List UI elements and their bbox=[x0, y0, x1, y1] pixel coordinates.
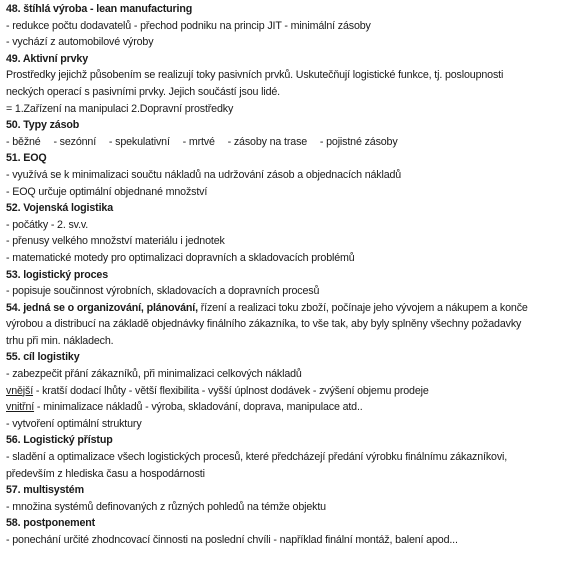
section-57-heading: 57. multisystém bbox=[6, 484, 84, 497]
stock-type-item: - běžné bbox=[6, 135, 41, 148]
section-52-line-3: - matematické motedy pro optimalizaci dopravních a skladovacích problémů bbox=[6, 251, 355, 264]
section-51-line-2: - EOQ určuje optimální objednané množství bbox=[6, 185, 208, 198]
section-56-heading: 56. Logistický přístup bbox=[6, 434, 113, 447]
section-58-line-1: - ponechání určité zhodncovací činnosti na poslední chvíli - například finální montáž, balení apod... bbox=[6, 534, 458, 546]
section-55-heading: 55. cíl logistiky bbox=[6, 351, 80, 364]
section-56-line-2: především z hlediska času a hospodárnosti bbox=[6, 467, 205, 480]
section-58-heading: 58. postponement bbox=[6, 517, 96, 530]
section-52-heading: 52. Vojenská logistika bbox=[6, 202, 113, 215]
stock-type-item: - pojistné zásoby bbox=[319, 135, 398, 148]
section-48-line-2: - vychází z automobilové výroby bbox=[6, 36, 154, 49]
section-55-internal bbox=[6, 399, 562, 416]
section-52-line-1: - počátky - 2. sv.v. bbox=[6, 218, 89, 231]
internal-text: - minimalizace nákladů - výroba, skladování, doprava, manipulace atd.. bbox=[34, 401, 363, 414]
section-52-line-2: - přenusy velkého množství materiálu i jednotek bbox=[6, 235, 225, 248]
section-50-items bbox=[6, 134, 562, 151]
section-54-heading: 54. jedná se o organizování, plánování, bbox=[6, 301, 198, 314]
section-53-line-1: - popisuje součinnost výrobních, skladovacích a dopravních procesů bbox=[6, 285, 320, 298]
stock-type-item: - mrtvé bbox=[182, 135, 215, 148]
section-53-heading: 53. logistický proces bbox=[6, 268, 108, 281]
section-57-line-1: - množina systémů definovaných z různých pohledů na témže objektu bbox=[6, 500, 326, 513]
section-49-line-3: = 1.Zařízení na manipulaci 2.Dopravní prostředky bbox=[6, 102, 234, 115]
section-54-line-2: výrobou a distribucí na základě objednávky finálního zákazníka, to vše tak, aby byly splněny všechny požadavky bbox=[6, 318, 522, 331]
stock-type-item: - zásoby na trase bbox=[227, 135, 308, 148]
section-48-heading: 48. štíhlá výroba - lean manufacturing bbox=[6, 3, 193, 15]
stock-type-item: - spekulativní bbox=[108, 135, 170, 148]
document-body bbox=[6, 1, 562, 549]
stock-type-item: - sezónní bbox=[53, 135, 97, 148]
section-56-line-1: - sladění a optimalizace všech logistických procesů, které předcházejí předání výrobku finálnímu zákazníkovi, bbox=[6, 451, 508, 464]
section-55-line-4: - vytvoření optimální struktury bbox=[6, 417, 142, 430]
section-54-rest: řízení a realizaci toku zboží, počínaje jeho vývojem a nákupem a konče bbox=[197, 301, 528, 314]
section-49-line-2: neckých operací s pasivními prvky. Jejich součástí jsou lidé. bbox=[6, 85, 280, 98]
section-55-external bbox=[6, 383, 562, 400]
section-48-line-1: - redukce počtu dodavatelů - přechod podniku na princip JIT - minimální zásoby bbox=[6, 19, 371, 32]
section-50-heading: 50. Typy zásob bbox=[6, 119, 80, 132]
section-49-line-1: Prostředky jejichž působením se realizují toky pasivních prvků. Uskutečňují logistické funkce, tj. posloupnosti bbox=[6, 69, 504, 82]
section-54-line-1 bbox=[6, 300, 562, 317]
external-label: vnější bbox=[6, 384, 34, 397]
section-55-line-1: - zabezpečit přání zákazníků, při minimalizaci celkových nákladů bbox=[6, 368, 302, 381]
section-51-heading: 51. EOQ bbox=[6, 152, 47, 165]
section-54-line-3: trhu při min. nákladech. bbox=[6, 334, 114, 347]
internal-label: vnitřní bbox=[6, 401, 35, 414]
section-51-line-1: - využívá se k minimalizaci součtu nákladů na udržování zásob a objednacích nákladů bbox=[6, 168, 402, 181]
external-text: - kratší dodací lhůty - větší flexibilita - vyšší úplnost dodávek - zvýšení objemu prodeje bbox=[33, 384, 429, 397]
section-49-heading: 49. Aktivní prvky bbox=[6, 52, 88, 65]
